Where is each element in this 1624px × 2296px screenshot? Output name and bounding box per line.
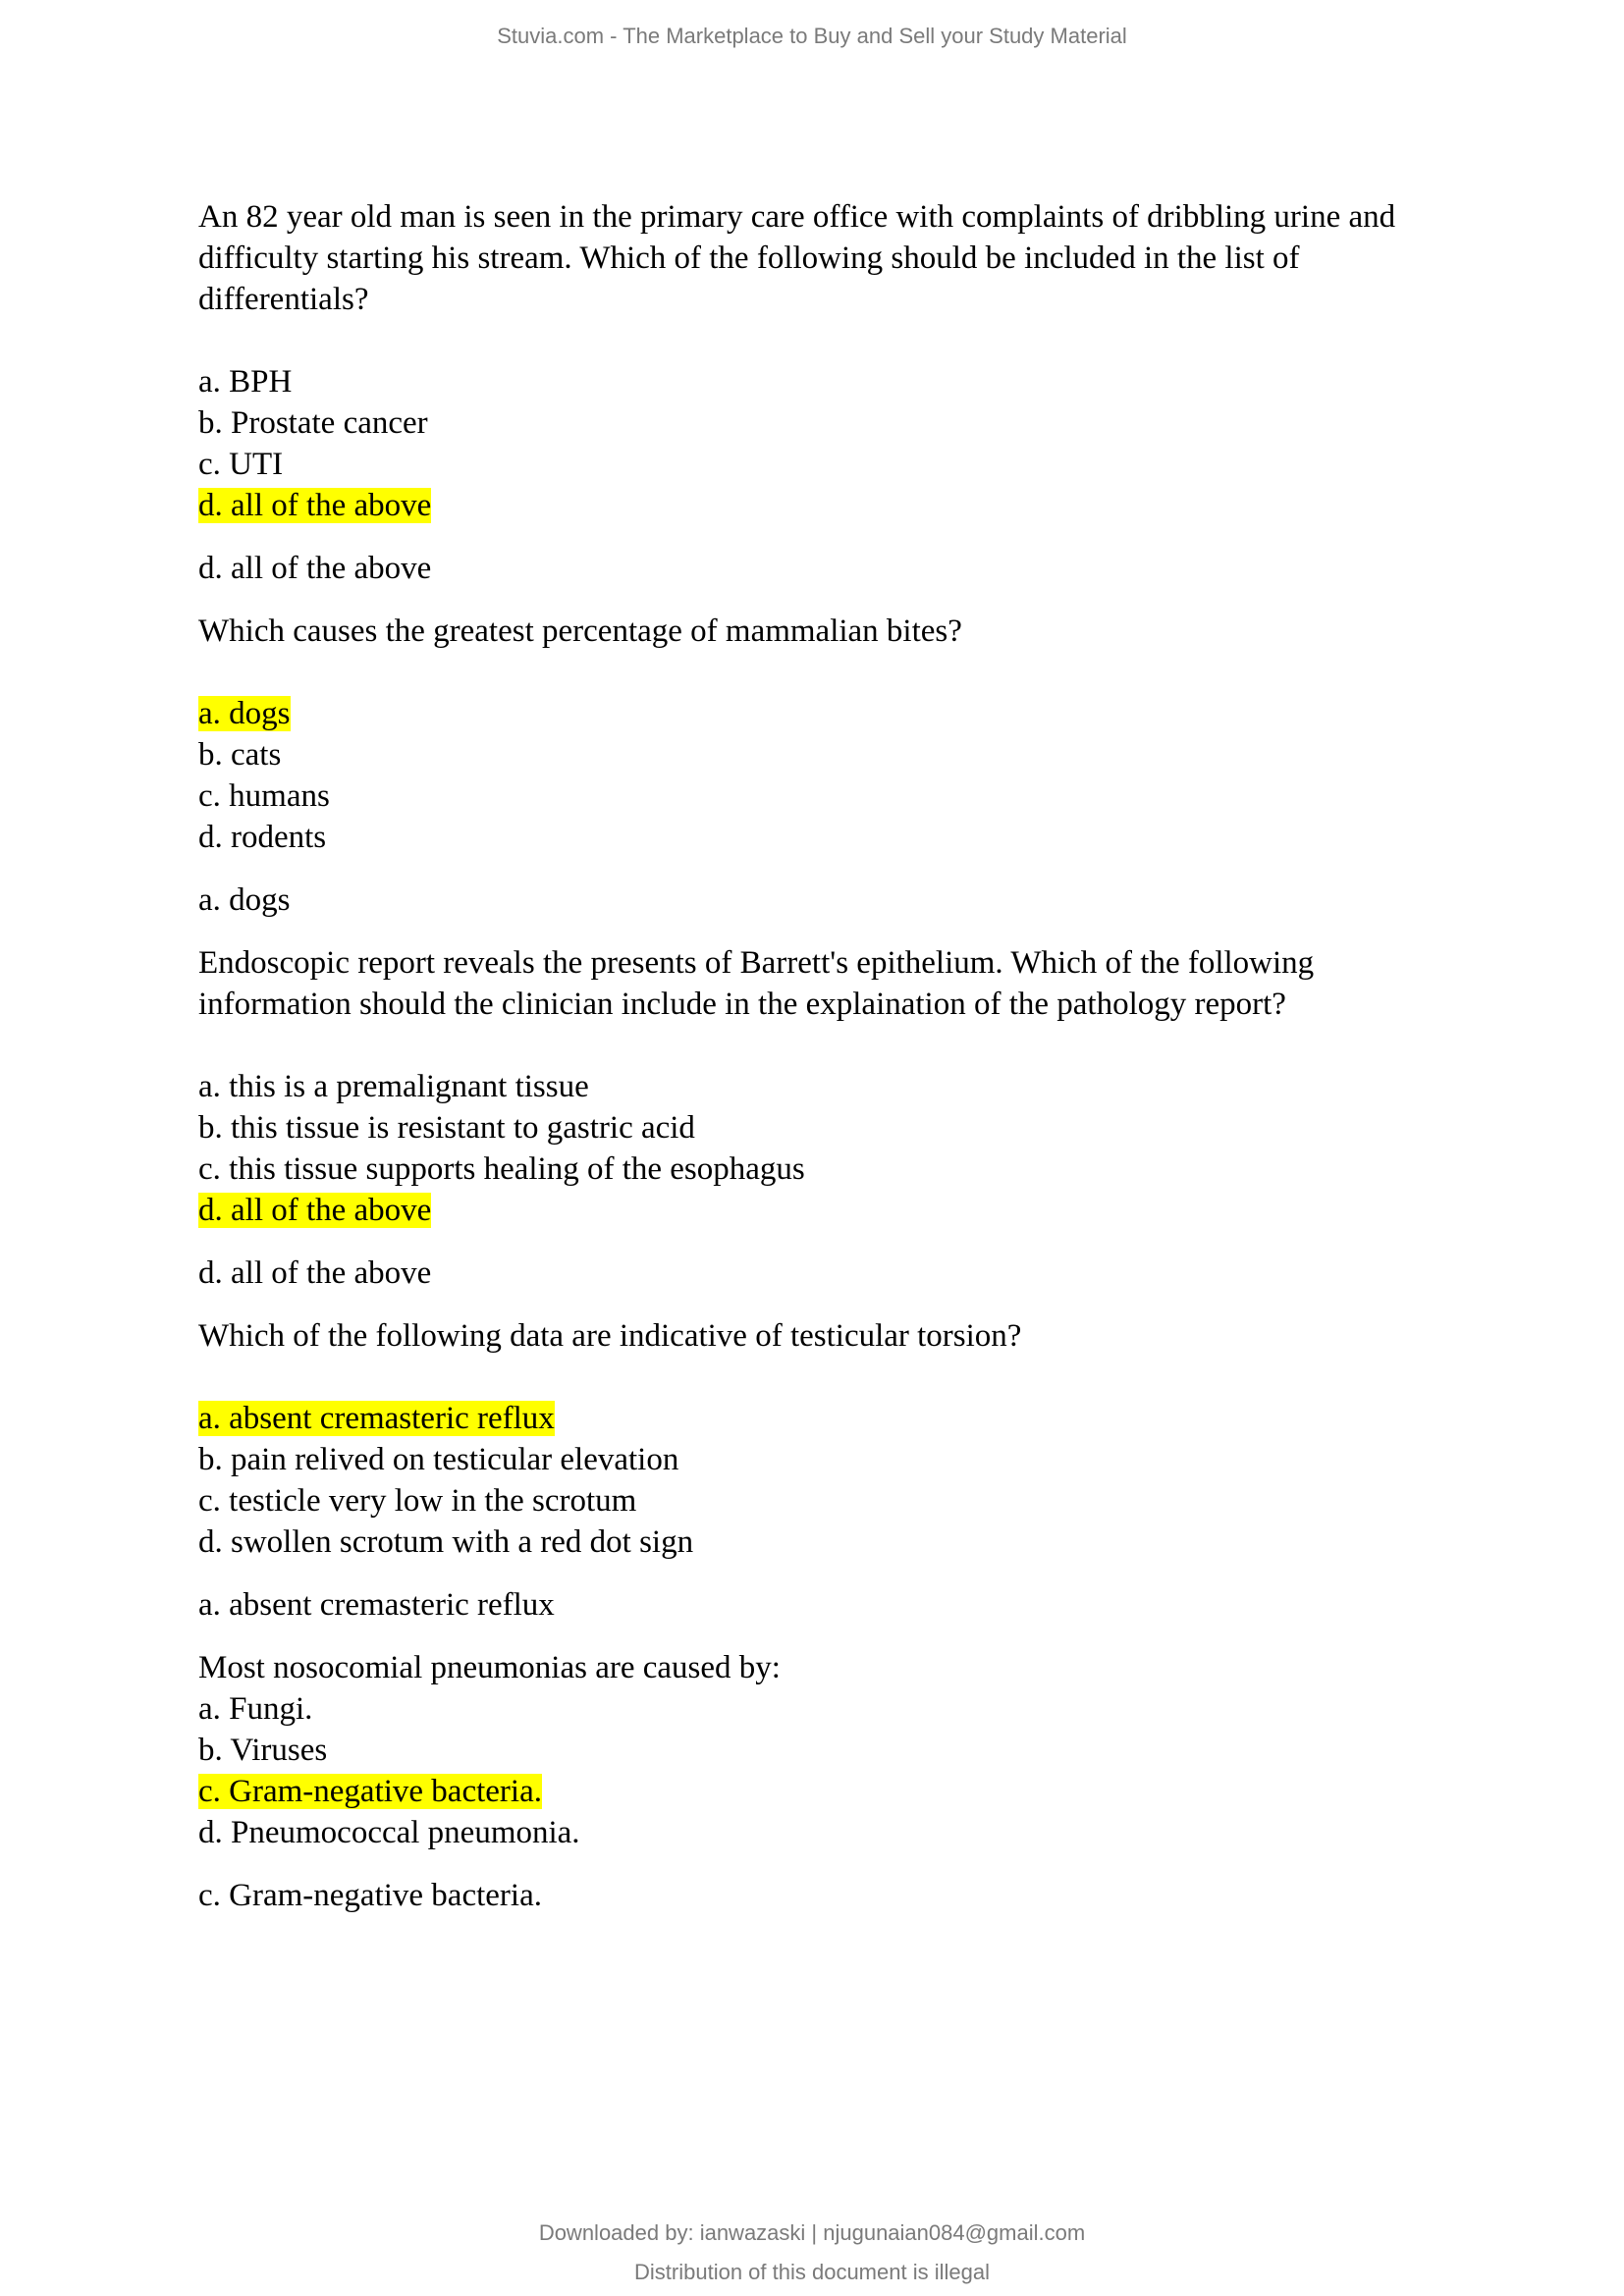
question-block-4 [198,1315,1435,1626]
options-list [198,693,1435,858]
option: b. pain relived on testicular elevation [198,1442,679,1477]
distribution-notice: Distribution of this document is illegal [634,2260,990,2284]
option: d. Pneumococcal pneumonia. [198,1815,580,1850]
question-text: Most nosocomial pneumonias are caused by: [198,1650,781,1685]
option: a. this is a premalignant tissue [198,1069,589,1104]
question-block-2 [198,611,1435,921]
answer-text: d. all of the above [198,1255,432,1291]
option: b. Prostate cancer [198,405,428,441]
document-body [198,196,1435,1916]
option-highlighted: a. absent cremasteric reflux [198,1401,555,1436]
option: a. Fungi. [198,1691,313,1727]
question-text: Which of the following data are indicative of testicular torsion? [198,1318,1022,1354]
question-block-5 [198,1647,1435,1916]
option: b. this tissue is resistant to gastric acid [198,1110,695,1146]
option: a. BPH [198,364,293,400]
option: c. humans [198,778,330,814]
option: d. rodents [198,820,327,855]
option-highlighted: a. dogs [198,696,291,731]
options-list [198,1398,1435,1563]
question-text: An 82 year old man is seen in the primary care office with complaints of dribbling urine and difficulty starting his stream. Which of the following should be included in the list of differentials? [198,199,1396,317]
options-list [198,1066,1435,1231]
question-block-3 [198,942,1435,1294]
download-info: Downloaded by: ianwazaski | njugunaian084@gmail.com [538,2220,1086,2245]
question-text: Endoscopic report reveals the presents of Barrett's epithelium. Which of the following information should the clinician include in the explaination of the pathology report? [198,945,1315,1022]
option-highlighted: c. Gram-negative bacteria. [198,1774,542,1809]
option: d. swollen scrotum with a red dot sign [198,1524,694,1560]
answer-text: a. absent cremasteric reflux [198,1587,555,1623]
answer-text: a. dogs [198,882,291,918]
answer-text: d. all of the above [198,551,432,586]
options-list [198,361,1435,526]
option-highlighted: d. all of the above [198,1193,432,1228]
question-block-1 [198,196,1435,589]
option: c. testicle very low in the scrotum [198,1483,637,1519]
answer-text: c. Gram-negative bacteria. [198,1878,542,1913]
option: b. Viruses [198,1733,328,1768]
page-header: Stuvia.com - The Marketplace to Buy and Sell your Study Material [497,24,1127,48]
option: c. UTI [198,447,284,482]
option: b. cats [198,737,282,773]
options-list [198,1688,1435,1853]
option: c. this tissue supports healing of the esophagus [198,1151,805,1187]
option-highlighted: d. all of the above [198,488,432,523]
question-text: Which causes the greatest percentage of mammalian bites? [198,614,962,649]
